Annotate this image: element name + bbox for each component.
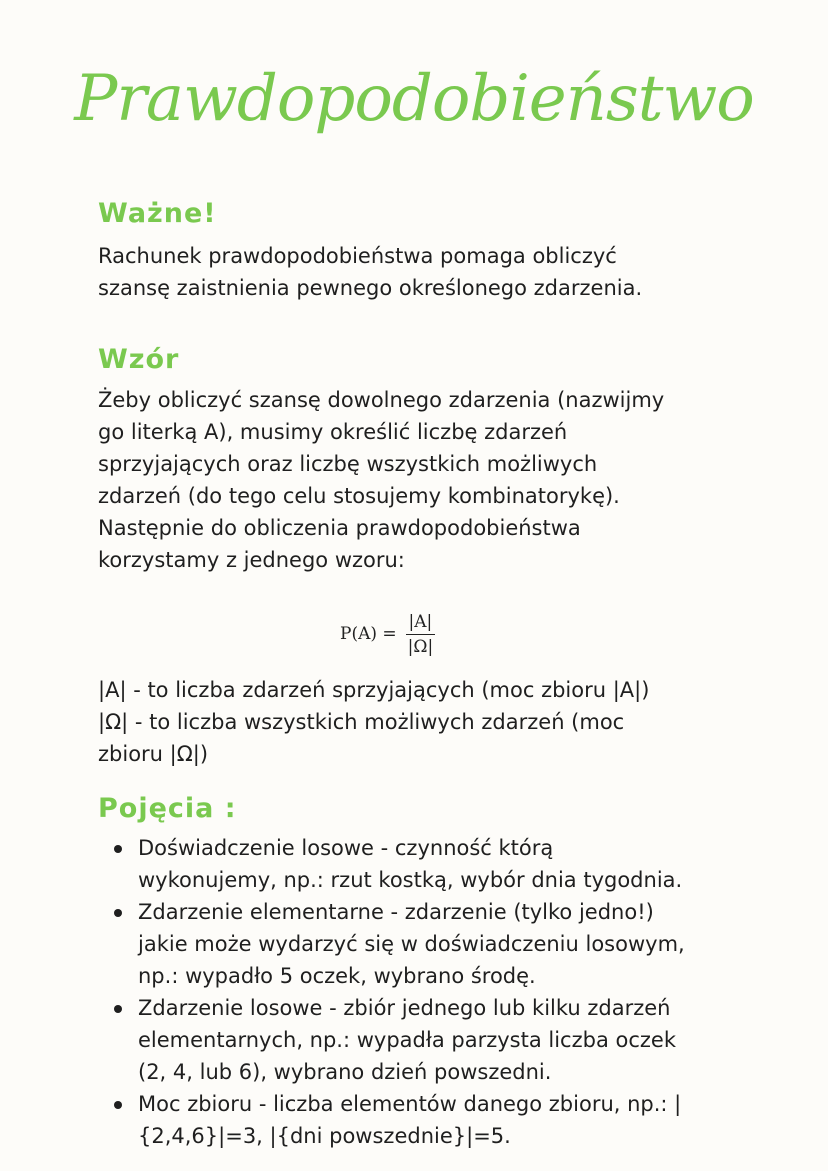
bullet-icon — [114, 845, 122, 853]
bullet-icon — [114, 909, 122, 917]
text-line: zdarzeń (do tego celu stosujemy kombinatorykę). — [98, 484, 620, 508]
page-title: Prawdopodobieństwo — [74, 62, 754, 136]
text-line: Rachunek prawdopodobieństwa pomaga obliczyć — [98, 244, 617, 268]
text-line: szansę zaistnienia pewnego określonego zdarzenia. — [98, 276, 643, 300]
concepts-list — [110, 832, 770, 1152]
formula-lhs: P(A) = — [340, 624, 397, 644]
section-heading-wzor: Wzór — [98, 344, 180, 375]
text-line: Moc zbioru - liczba elementów danego zbioru, np.: | — [138, 1092, 682, 1116]
list-item — [110, 832, 770, 896]
section-heading-wazne: Ważne! — [98, 198, 217, 229]
text-line: |A| - to liczba zdarzeń sprzyjających (moc zbioru |A|) — [98, 678, 650, 702]
text-line: zbioru |Ω|) — [98, 742, 209, 766]
wazne-paragraph — [98, 240, 788, 304]
section-heading-pojecia: Pojęcia : — [98, 793, 237, 824]
text-line: np.: wypadło 5 oczek, wybrano środę. — [138, 964, 536, 988]
list-item — [110, 992, 770, 1088]
text-line: sprzyjających oraz liczbę wszystkich możliwych — [98, 452, 598, 476]
text-line: |Ω| - to liczba wszystkich możliwych zdarzeń (moc — [98, 710, 625, 734]
text-line: Zdarzenie elementarne - zdarzenie (tylko jedno!) — [138, 900, 654, 924]
text-line: Doświadczenie losowe - czynność którą — [138, 836, 554, 860]
formula-fraction — [405, 612, 437, 657]
wzor-paragraph — [98, 384, 788, 576]
list-item — [110, 896, 770, 992]
probability-formula — [340, 607, 436, 661]
text-line: Żeby obliczyć szansę dowolnego zdarzenia (nazwijmy — [98, 388, 665, 412]
text-line: wykonujemy, np.: rzut kostką, wybór dnia tygodnia. — [138, 868, 683, 892]
text-line: go literką A), musimy określić liczbę zdarzeń — [98, 420, 568, 444]
text-line: jakie może wydarzyć się w doświadczeniu losowym, — [138, 932, 685, 956]
bullet-icon — [114, 1005, 122, 1013]
text-line: Zdarzenie losowe - zbiór jednego lub kilku zdarzeń — [138, 996, 671, 1020]
text-line: {2,4,6}|=3, |{dni powszednie}|=5. — [138, 1124, 511, 1148]
formula-numerator: |A| — [406, 612, 436, 635]
text-line: korzystamy z jednego wzoru: — [98, 548, 405, 572]
text-line: (2, 4, lub 6), wybrano dzień powszedni. — [138, 1060, 552, 1084]
formula-definitions — [98, 674, 788, 770]
list-item — [110, 1088, 770, 1152]
text-line: Następnie do obliczenia prawdopodobieństwa — [98, 516, 581, 540]
bullet-icon — [114, 1101, 122, 1109]
text-line: elementarnych, np.: wypadła parzysta liczba oczek — [138, 1028, 676, 1052]
formula-denominator: |Ω| — [407, 636, 434, 657]
